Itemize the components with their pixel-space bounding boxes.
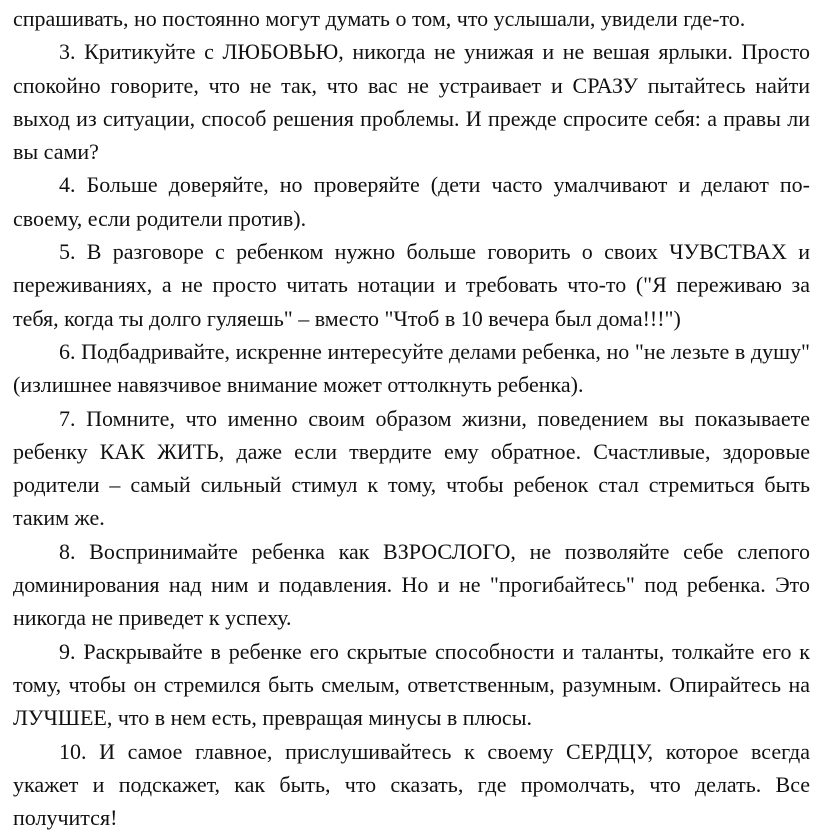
paragraph-continuation: спрашивать, но постоянно могут думать о том, что услышали, увидели где-то. [13,6,746,31]
paragraph-item-8: 8. Воспринимайте ребенка как ВЗРОСЛОГО, не позволяйте себе слепого доминирования над ним и подавления. Но и не "прогибайтесь" под ребенка. Это никогда не приведет к успеху. [13,538,810,631]
paragraph-item-7: 7. Помните, что именно своим образом жизни, поведением вы показываете ребенку КАК ЖИТЬ, даже если твердите ему обратное. Счастливые, здоровые родители – самый сильный стимул к тому, чтобы ребенок стал стремиться быть таким же. [13,405,810,531]
paragraph-item-9: 9. Раскрывайте в ребенке его скрытые способности и таланты, толкайте его к тому, чтобы он стремился быть смелым, ответственным, разумным. Опирайтесь на ЛУЧШЕЕ, что в нем есть, превращая минусы в плюсы. [13,638,810,731]
paragraph-item-3: 3. Критикуйте с ЛЮБОВЬЮ, никогда не унижая и не вешая ярлыки. Просто спокойно говорите, что не так, что вас не устраивает и СРАЗУ пытайтесь найти выход из ситуации, способ решения проблемы. И прежде спросите себя: а правы ли вы сами? [13,39,810,165]
paragraph-item-4: 4. Больше доверяйте, но проверяйте (дети часто умалчивают и делают по-своему, если родители против). [13,172,810,231]
paragraph-item-6: 6. Подбадривайте, искренне интересуйте делами ребенка, но "не лезьте в душу" (излишнее навязчивое внимание может оттолкнуть ребенка). [13,338,810,398]
paragraph-item-5: 5. В разговоре с ребенком нужно больше говорить о своих ЧУВСТВАХ и переживаниях, а не просто читать нотации и требовать что-то ("Я переживаю за тебя, когда ты долго гуляешь" – вместо "Чтоб в 10 вечера был дома!!!") [13,239,810,331]
paragraph-item-10: 10. И самое главное, прислушивайтесь к своему СЕРДЦУ, которое всегда укажет и подскажет, как быть, что сказать, где промолчать, что делать. Все получится! [13,738,810,831]
